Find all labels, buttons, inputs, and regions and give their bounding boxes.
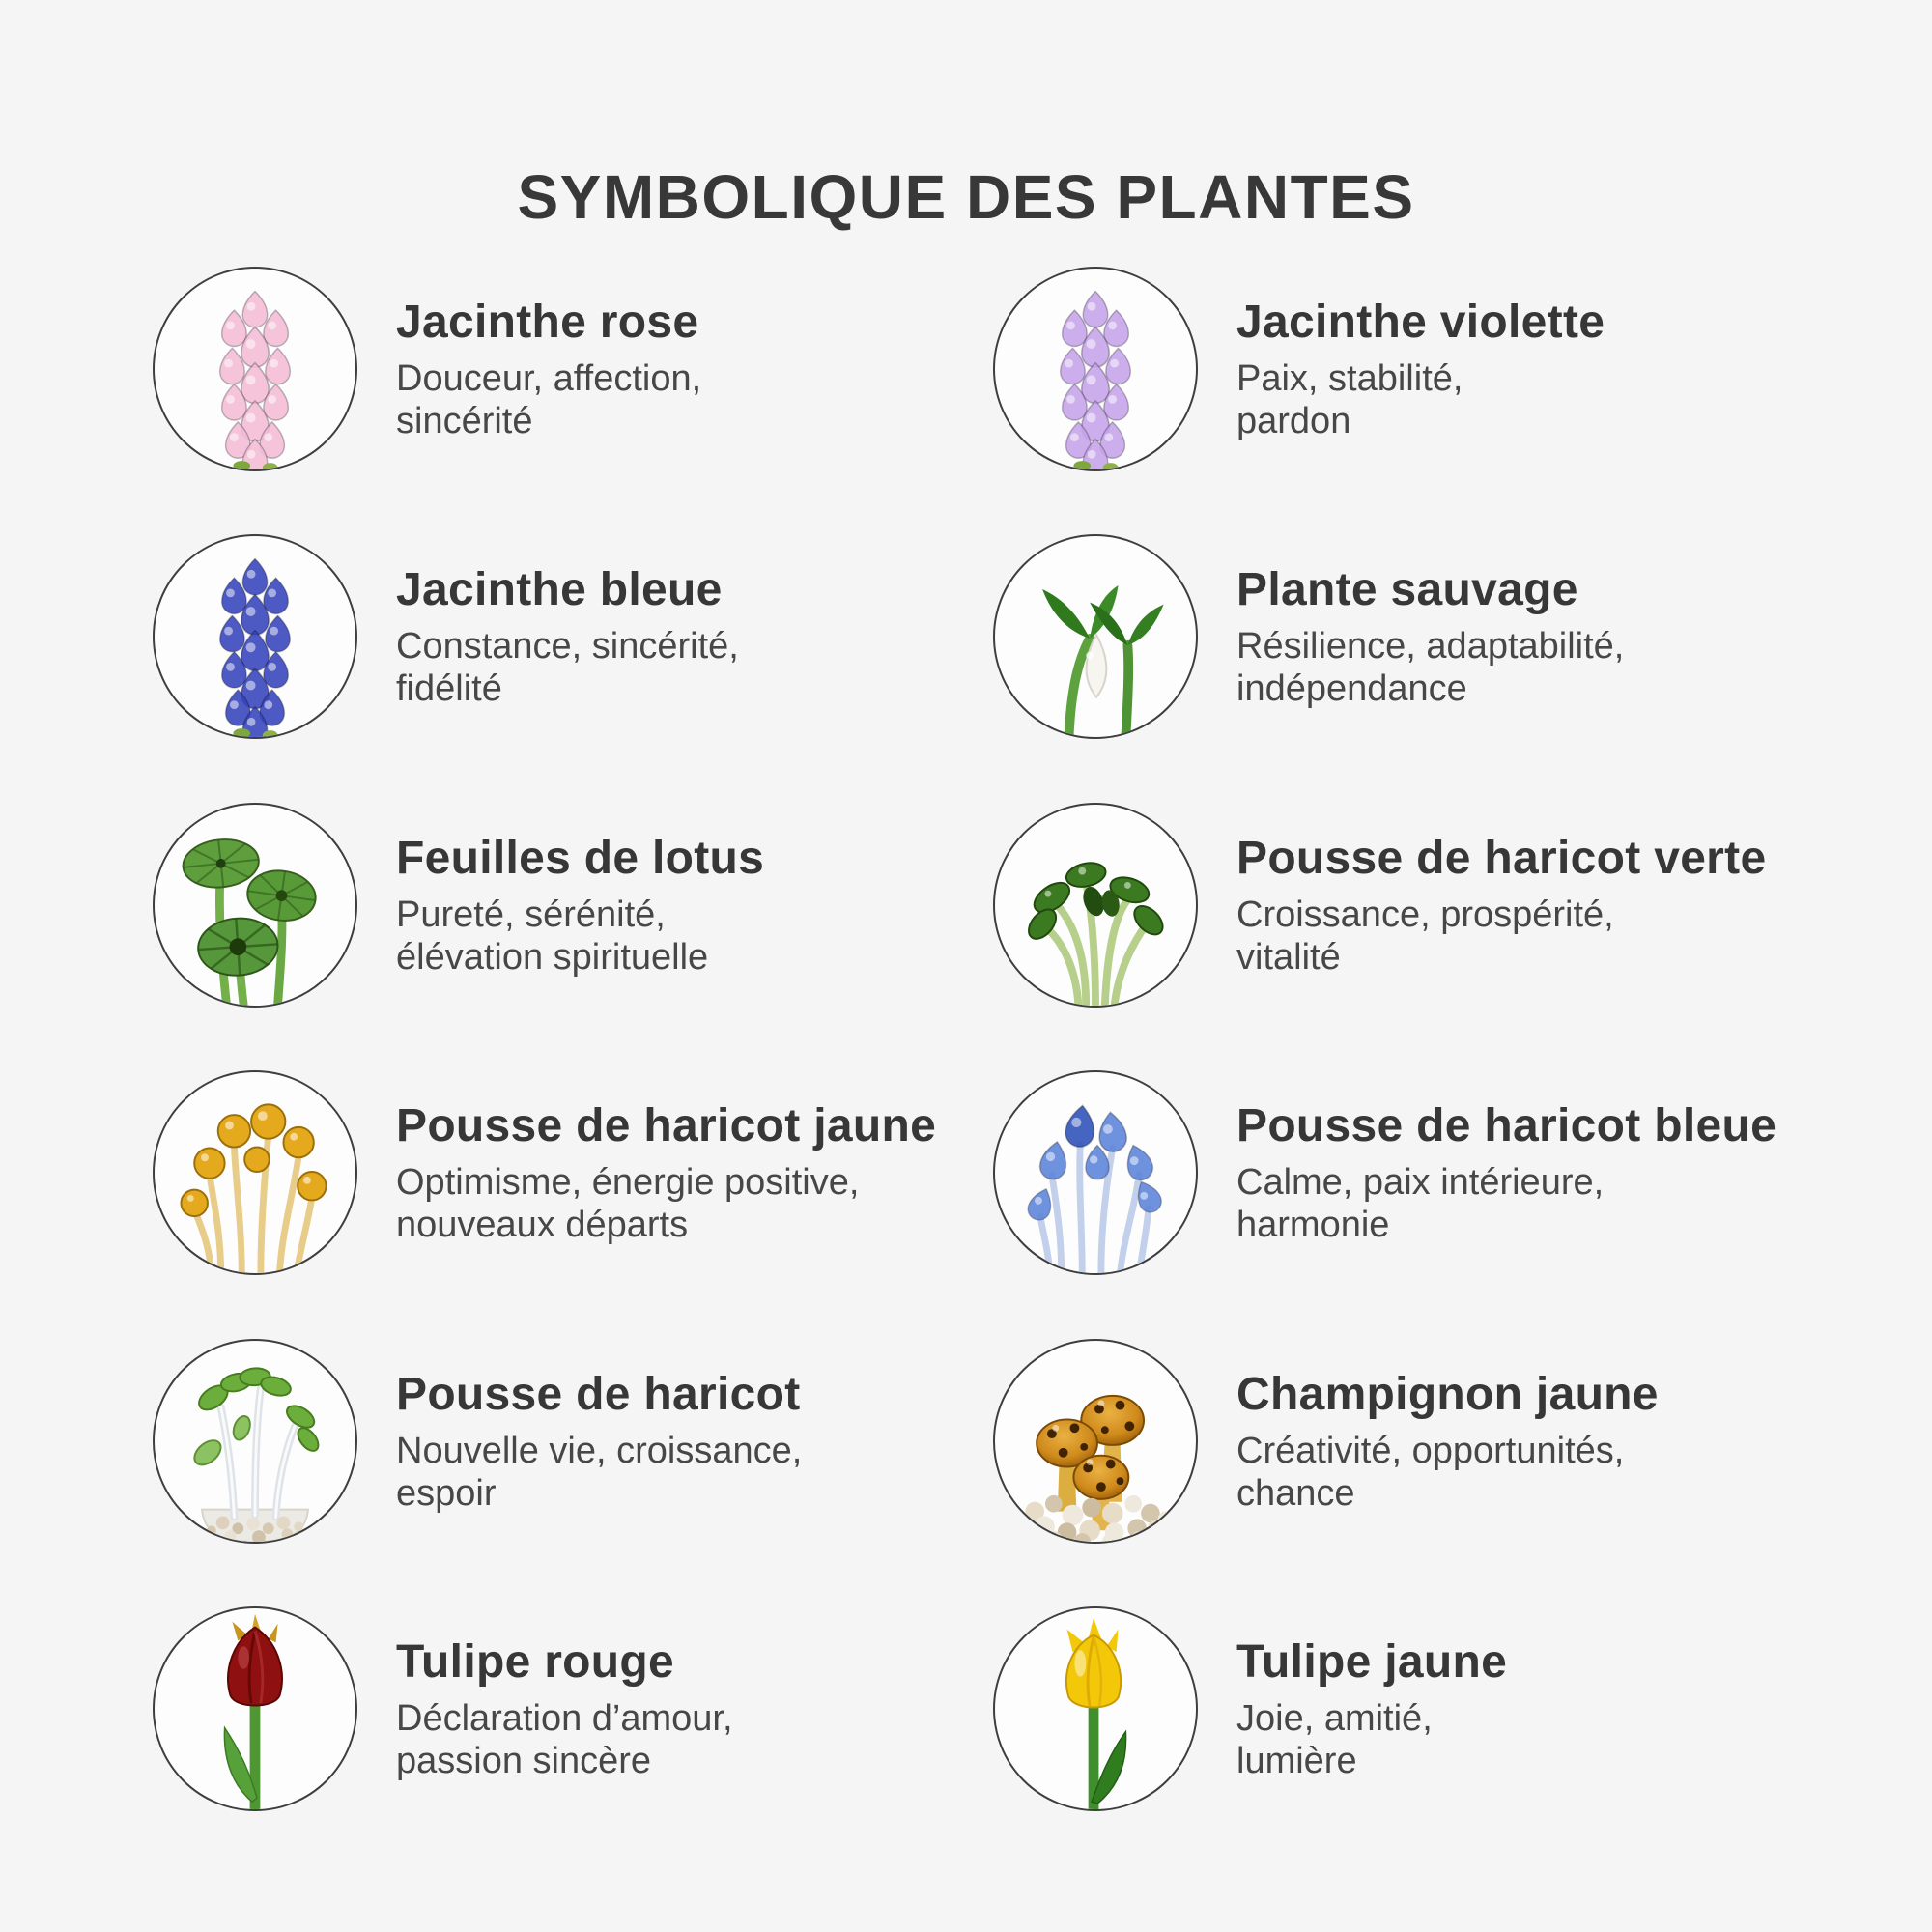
item-desc-line-1: Créativité, opportunités,: [1236, 1430, 1625, 1471]
item-desc-line-2: chance: [1236, 1472, 1355, 1514]
item-desc-line-2: harmonie: [1236, 1205, 1390, 1246]
list-item-pousse-de-haricot-bleue: [993, 1070, 1833, 1275]
item-desc-line-1: Paix, stabilité,: [1236, 357, 1463, 399]
list-item-jacinthe-rose: [153, 267, 993, 471]
list-item-pousse-de-haricot-verte: [993, 803, 1833, 1008]
item-title: Champignon jaune: [1236, 1368, 1659, 1420]
item-desc-line-1: Pureté, sérénité,: [396, 894, 666, 935]
blue-bean-sprout-icon: [995, 1071, 1196, 1274]
icon-circle: [993, 1070, 1198, 1275]
item-desc-line-2: fidélité: [396, 668, 502, 710]
item-title: Jacinthe bleue: [396, 564, 723, 616]
icon-circle: [993, 803, 1198, 1008]
item-desc-line-1: Optimisme, énergie positive,: [396, 1162, 860, 1204]
icon-circle: [993, 534, 1198, 739]
list-item-tulipe-rouge: [153, 1606, 993, 1811]
item-title: Pousse de haricot jaune: [396, 1100, 937, 1152]
icon-circle: [153, 1606, 357, 1811]
item-desc-line-1: Résilience, adaptabilité,: [1236, 626, 1625, 668]
list-item-plante-sauvage: [993, 534, 1833, 739]
purple-hyacinth-icon: [995, 268, 1196, 470]
item-desc-line-1: Nouvelle vie, croissance,: [396, 1430, 803, 1471]
item-desc-line-2: élévation spirituelle: [396, 936, 709, 978]
icon-circle: [153, 803, 357, 1008]
item-desc-line-2: indépendance: [1236, 668, 1467, 710]
icon-circle: [993, 1606, 1198, 1811]
green-bean-sprout-icon: [995, 804, 1196, 1007]
item-desc-line-1: Joie, amitié,: [1236, 1698, 1433, 1740]
item-desc-line-2: passion sincère: [396, 1741, 652, 1782]
blue-hyacinth-icon: [155, 535, 355, 738]
item-desc-line-1: Douceur, affection,: [396, 357, 702, 399]
icon-circle: [993, 267, 1198, 471]
item-desc-line-1: Calme, paix intérieure,: [1236, 1162, 1605, 1204]
item-desc-line-2: pardon: [1236, 400, 1351, 441]
list-item-champignon-jaune: [993, 1339, 1833, 1544]
icon-circle: [153, 1070, 357, 1275]
plant-symbolism-grid: [153, 235, 1853, 1843]
yellow-tulip-icon: [995, 1607, 1196, 1810]
item-desc-line-1: Constance, sincérité,: [396, 626, 739, 668]
pink-hyacinth-icon: [155, 268, 355, 470]
list-item-tulipe-jaune: [993, 1606, 1833, 1811]
bean-sprout-icon: [155, 1340, 355, 1543]
item-desc-line-1: Déclaration d’amour,: [396, 1698, 733, 1740]
item-desc-line-2: sincérité: [396, 400, 533, 441]
item-desc-line-2: vitalité: [1236, 936, 1341, 978]
item-title: Jacinthe rose: [396, 296, 699, 348]
list-item-jacinthe-violette: [993, 267, 1833, 471]
item-title: Tulipe jaune: [1236, 1636, 1508, 1689]
item-title: Tulipe rouge: [396, 1636, 675, 1689]
item-desc-line-2: lumière: [1236, 1741, 1357, 1782]
wild-plant-icon: [995, 535, 1196, 738]
yellow-mushroom-icon: [995, 1340, 1196, 1543]
icon-circle: [153, 1339, 357, 1544]
page-title: SYMBOLIQUE DES PLANTES: [517, 161, 1415, 232]
item-desc-line-2: espoir: [396, 1472, 497, 1514]
item-title: Jacinthe violette: [1236, 296, 1605, 348]
icon-circle: [153, 534, 357, 739]
list-item-feuilles-de-lotus: [153, 803, 993, 1008]
list-item-pousse-de-haricot-jaune: [153, 1070, 993, 1275]
item-desc-line-1: Croissance, prospérité,: [1236, 894, 1614, 935]
list-item-jacinthe-bleue: [153, 534, 993, 739]
icon-circle: [153, 267, 357, 471]
item-title: Pousse de haricot verte: [1236, 832, 1767, 884]
list-item-pousse-de-haricot: [153, 1339, 993, 1544]
item-title: Plante sauvage: [1236, 564, 1578, 616]
icon-circle: [993, 1339, 1198, 1544]
lotus-leaves-icon: [155, 804, 355, 1007]
red-tulip-icon: [155, 1607, 355, 1810]
item-title: Feuilles de lotus: [396, 832, 765, 884]
item-desc-line-2: nouveaux départs: [396, 1205, 689, 1246]
item-title: Pousse de haricot: [396, 1368, 801, 1420]
yellow-bean-sprout-icon: [155, 1071, 355, 1274]
item-title: Pousse de haricot bleue: [1236, 1100, 1777, 1152]
